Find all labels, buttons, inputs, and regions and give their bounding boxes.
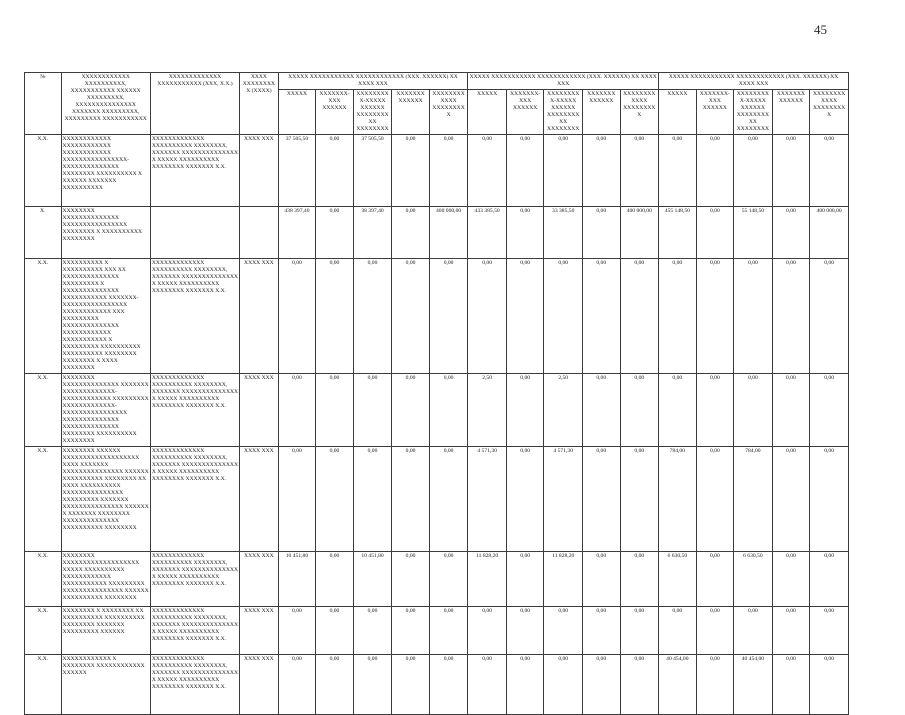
row-value-cell: 0,00 [353, 259, 392, 374]
row-value-cell: 433 385,50 [468, 207, 507, 259]
table-row [25, 655, 849, 715]
row-value-cell: 0,00 [620, 447, 659, 552]
row-value-cell: 2,50 [468, 374, 507, 447]
row-value-cell: 0,00 [772, 374, 810, 447]
row-value-cell: 0,00 [429, 259, 468, 374]
header-sub-total: XXXXX [278, 90, 316, 135]
header-sub-offbudget: XXXXXXXXXXXX XXXXXXXXX [620, 90, 659, 135]
row-value-cell: 0,00 [316, 607, 354, 655]
row-term [240, 207, 279, 259]
row-value-cell: 0,00 [544, 259, 583, 374]
row-value-cell: 0,00 [810, 447, 849, 552]
row-value-cell: 11 828,20 [544, 552, 583, 607]
table-header [25, 73, 849, 135]
row-value-cell: 0,00 [506, 655, 544, 715]
row-term: XXXX XXX [240, 607, 279, 655]
header-no: № [25, 73, 62, 135]
row-value-cell: 0,00 [392, 374, 430, 447]
row-value-cell: 0,00 [659, 374, 697, 447]
row-value-cell: 0,00 [544, 655, 583, 715]
row-value-cell: 40 454,00 [659, 655, 697, 715]
row-value-cell: 0,00 [429, 655, 468, 715]
row-value-cell: 0,00 [278, 374, 316, 447]
header-sub-federal: XXXXXXX-XXX XXXXXX [696, 90, 734, 135]
row-index: X.X. [25, 552, 62, 607]
header-sub-offbudget: XXXXXXXXXXXX XXXXXXXXX [429, 90, 468, 135]
row-value-cell: 0,00 [696, 135, 734, 207]
row-value-cell: 0,00 [316, 655, 354, 715]
table-row [25, 259, 849, 374]
row-value-cell: 0,00 [810, 259, 849, 374]
header-sub-federal: XXXXXXX-XXX XXXXXX [506, 90, 544, 135]
row-responsible: XXXXXXXXXXXXX XXXXXXXXXX XXXXXXXX, XXXXXXX XXXXXXXXXXXXXX X XXXXX XXXXXXXXXX XXXXXXXX XXXXXXX X.X. [150, 552, 239, 607]
row-value-cell: 0,00 [392, 607, 430, 655]
budget-table [24, 72, 849, 715]
row-index: X.X. [25, 259, 62, 374]
table-row [25, 447, 849, 552]
row-value-cell: 11 828,20 [468, 552, 507, 607]
header-sub-local: XXXXXXX XXXXXX [392, 90, 430, 135]
row-value-cell: 0,00 [468, 259, 507, 374]
row-value-cell: 0,00 [392, 207, 430, 259]
row-value-cell: 0,00 [620, 135, 659, 207]
row-value-cell: 0,00 [392, 259, 430, 374]
row-value-cell: 0,00 [810, 374, 849, 447]
row-value-cell: 784,00 [734, 447, 773, 552]
row-value-cell: 0,00 [620, 374, 659, 447]
row-value-cell: 0,00 [772, 207, 810, 259]
row-name: XXXXXXXX XXXXXXXXXXXXXXXXXXX XXXXX XXXXXXXXXX XXXXXXXXXXXX XXXXXXXXXXX XXXXXXXXX XXXXXXXXXXXXXXX XXXXXX XXXXXXXXXX XXXXXXXX [61, 552, 150, 607]
row-value-cell: 0,00 [810, 655, 849, 715]
row-term: XXXX XXX [240, 552, 279, 607]
table-row [25, 207, 849, 259]
row-value-cell: 0,00 [506, 552, 544, 607]
row-index: X.X. [25, 374, 62, 447]
row-value-cell: 4 571,30 [468, 447, 507, 552]
row-index: X.X. [25, 655, 62, 715]
header-2016: XXXXX XXXXXXXXXXX XXXXXXXXXXXX (XXX. XXXXXX) XX XXXX XXX [659, 73, 849, 90]
row-value-cell: 0,00 [772, 655, 810, 715]
row-value-cell: 0,00 [506, 447, 544, 552]
header-sub-local: XXXXXXX XXXXXX [582, 90, 620, 135]
row-value-cell: 10 451,80 [353, 552, 392, 607]
row-value-cell: 0,00 [506, 374, 544, 447]
row-value-cell: 0,00 [429, 607, 468, 655]
row-value-cell: 0,00 [392, 655, 430, 715]
row-value-cell: 0,00 [582, 447, 620, 552]
row-value-cell: 0,00 [353, 607, 392, 655]
row-value-cell: 0,00 [772, 552, 810, 607]
header-responsible: XXXXXXXXXXXXX XXXXXXXXXXX (XXX, X.X.) [150, 73, 239, 135]
row-responsible: XXXXXXXXXXXXX XXXXXXXXXX XXXXXXXX, XXXXXXX XXXXXXXXXXXXXX X XXXXX XXXXXXXXXX XXXXXXXX XXXXXXX X.X. [150, 607, 239, 655]
row-value-cell: 0,00 [316, 374, 354, 447]
row-value-cell: 400 000,00 [429, 207, 468, 259]
row-value-cell: 0,00 [620, 552, 659, 607]
row-value-cell: 0,00 [659, 607, 697, 655]
row-responsible: XXXXXXXXXXXXX XXXXXXXXXX XXXXXXXX, XXXXXXX XXXXXXXXXXXXXX X XXXXX XXXXXXXXXX XXXXXXXX XXXXXXX X.X. [150, 259, 239, 374]
header-sub-total: XXXXX [659, 90, 697, 135]
row-value-cell: 37 505,50 [353, 135, 392, 207]
row-value-cell: 0,00 [316, 259, 354, 374]
header-sub-republic: XXXXXXXXX-XXXXX XXXXXX XXXXXXXXXX XXXXXXXX [734, 90, 773, 135]
row-index: X. [25, 207, 62, 259]
row-value-cell: 0,00 [544, 135, 583, 207]
row-value-cell: 10 451,80 [278, 552, 316, 607]
row-value-cell: 0,00 [772, 447, 810, 552]
row-value-cell: 0,00 [544, 607, 583, 655]
row-value-cell: 0,00 [316, 135, 354, 207]
row-value-cell: 0,00 [734, 374, 773, 447]
header-term: XXXX XXXXXXXXX (XXXX) [240, 73, 279, 135]
table-row [25, 552, 849, 607]
row-name: XXXXXXXX XXXXXXXXXXXXXX XXXXXXXXXXXXXXXX XXXXXXXX X XXXXXXXXXX XXXXXXXX [61, 207, 150, 259]
header-sub-local: XXXXXXX XXXXXX [772, 90, 810, 135]
row-value-cell: 0,00 [353, 655, 392, 715]
row-value-cell: 2,50 [544, 374, 583, 447]
row-value-cell: 0,00 [353, 374, 392, 447]
row-value-cell: 0,00 [278, 447, 316, 552]
row-responsible [150, 207, 239, 259]
page-number: 45 [814, 22, 827, 37]
row-term: XXXX XXX [240, 135, 279, 207]
row-value-cell: 0,00 [734, 607, 773, 655]
row-value-cell: 400 000,00 [620, 207, 659, 259]
row-value-cell: 6 630,50 [734, 552, 773, 607]
row-value-cell: 0,00 [696, 607, 734, 655]
row-value-cell: 0,00 [696, 374, 734, 447]
row-value-cell: 0,00 [734, 259, 773, 374]
row-value-cell: 0,00 [696, 447, 734, 552]
row-value-cell: 0,00 [810, 607, 849, 655]
row-value-cell: 0,00 [353, 447, 392, 552]
row-value-cell: 0,00 [810, 135, 849, 207]
row-value-cell: 0,00 [772, 135, 810, 207]
row-value-cell: 37 505,50 [278, 135, 316, 207]
row-value-cell: 40 454,00 [734, 655, 773, 715]
row-value-cell: 38 397,40 [353, 207, 392, 259]
row-value-cell: 0,00 [772, 607, 810, 655]
row-value-cell: 0,00 [316, 447, 354, 552]
row-value-cell: 0,00 [696, 259, 734, 374]
row-value-cell: 0,00 [468, 655, 507, 715]
header-2014: XXXXX XXXXXXXXXXX XXXXXXXXXXXX (XXX. XXXXXX) XX XXXX XXX [278, 73, 468, 90]
row-value-cell: 0,00 [772, 259, 810, 374]
row-value-cell: 0,00 [429, 447, 468, 552]
row-value-cell: 0,00 [392, 552, 430, 607]
header-sub-republic: XXXXXXXXX-XXXXX XXXXXX XXXXXXXXXX XXXXXXXX [544, 90, 583, 135]
row-value-cell: 0,00 [468, 607, 507, 655]
budget-sheet [24, 72, 849, 715]
table-body [25, 135, 849, 715]
row-value-cell: 0,00 [278, 655, 316, 715]
header-sub-republic: XXXXXXXXX-XXXXX XXXXXX XXXXXXXXXX XXXXXXXX [353, 90, 392, 135]
header-sub-offbudget: XXXXXXXXXXXX XXXXXXXXX [810, 90, 849, 135]
row-name: XXXXXXXX XXXXXX XXXXXXXXXXXXXXXXXXX XXXX XXXXXXX XXXXXXXXXXXXXXX XXXXXX XXXXXXXXXX XXXXXXXX XX XXXX XXXXXXXXXX XXXXXXXXXXXXXXX XXXXXXXXX XXXXXXX XXXXXXXXXXXXXXX XXXXXX X XXXXXXX XXXXXXXX XXXXXXXXXXXXXX XXXXXXXXXX XXXXXXXX [61, 447, 150, 552]
row-value-cell: 0,00 [620, 259, 659, 374]
row-value-cell: 0,00 [696, 207, 734, 259]
row-value-cell: 400 000,00 [810, 207, 849, 259]
row-responsible: XXXXXXXXXXXXX XXXXXXXXXX XXXXXXXX, XXXXXXX XXXXXXXXXXXXXX X XXXXX XXXXXXXXXX XXXXXXXX XXXXXXX X.X. [150, 655, 239, 715]
row-term: XXXX XXX [240, 259, 279, 374]
row-value-cell: 0,00 [582, 259, 620, 374]
row-value-cell: 0,00 [506, 207, 544, 259]
row-name: XXXXXXXX XXXXXXXXXXXXXX XXXXXXX XXXXXXXXXXXXX-XXXXXXXXXXXX XXXXXXXXX XXXXXXXXXXXXX-XXXXXXXXXXXXXXXX XXXXXXXXXXXXXX XXXXXXXXXXXXXX XXXXXXXX XXXXXXXXXX XXXXXXXX [61, 374, 150, 447]
row-term: XXXX XXX [240, 374, 279, 447]
row-value-cell: 0,00 [734, 135, 773, 207]
table-row [25, 135, 849, 207]
table-row [25, 374, 849, 447]
row-value-cell: 0,00 [429, 374, 468, 447]
row-index: X.X. [25, 135, 62, 207]
row-value-cell: 0,00 [659, 135, 697, 207]
row-value-cell: 0,00 [278, 607, 316, 655]
header-sub-total: XXXXX [468, 90, 507, 135]
row-term: XXXX XXX [240, 655, 279, 715]
row-value-cell: 0,00 [468, 135, 507, 207]
row-value-cell: 0,00 [429, 135, 468, 207]
row-value-cell: 0,00 [392, 135, 430, 207]
row-value-cell: 0,00 [316, 207, 354, 259]
row-value-cell: 55 148,50 [734, 207, 773, 259]
row-value-cell: 0,00 [506, 607, 544, 655]
row-value-cell: 0,00 [659, 259, 697, 374]
row-responsible: XXXXXXXXXXXXX XXXXXXXXXX XXXXXXXX, XXXXXXX XXXXXXXXXXXXXX X XXXXX XXXXXXXXXX XXXXXXXX XXXXXXX X.X. [150, 447, 239, 552]
row-value-cell: 784,00 [659, 447, 697, 552]
row-value-cell: 0,00 [696, 552, 734, 607]
row-value-cell: 0,00 [696, 655, 734, 715]
row-name: XXXXXXXXXX X XXXXXXXXXX XXX XX XXXXXXXXXXXXXX XXXXXXXXX X XXXXXXXXXXXXXX XXXXXXXXXXX XXXXXXX-XXXXXXXXXXXXXXXX XXXXXXXXXXXX XXX XXXXXXXXX XXXXXXXXXXXXXX XXXXXXXXXXXX XXXXXXXXXXX X XXXXXXXXX XXXXXXXXXX XXXXXXXXXX XXXXXXXX XXXXXXXX X XXXX XXXXXXXX [61, 259, 150, 374]
header-name: XXXXXXXXXXXX XXXXXXXXXX, XXXXXXXXXXX XXXXXX XXXXXXXXX, XXXXXXXXXXXXXXX XXXXXXX XXXXXXXXX, XXXXXXXXX XXXXXXXXXXX [61, 73, 150, 135]
row-value-cell: 0,00 [582, 374, 620, 447]
header-sub-federal: XXXXXXX-XXX XXXXXX [316, 90, 354, 135]
row-value-cell: 0,00 [810, 552, 849, 607]
row-index: X.X. [25, 607, 62, 655]
row-value-cell: 0,00 [506, 259, 544, 374]
row-value-cell: 0,00 [582, 552, 620, 607]
row-value-cell: 0,00 [392, 447, 430, 552]
row-value-cell: 0,00 [582, 135, 620, 207]
row-value-cell: 33 385,50 [544, 207, 583, 259]
row-value-cell: 0,00 [429, 552, 468, 607]
row-value-cell: 0,00 [582, 207, 620, 259]
row-value-cell: 0,00 [278, 259, 316, 374]
row-value-cell: 0,00 [620, 607, 659, 655]
row-value-cell: 4 571,30 [544, 447, 583, 552]
row-value-cell: 0,00 [316, 552, 354, 607]
header-2015: XXXXX XXXXXXXXXXX XXXXXXXXXXXX (XXX. XXXXXX) XX XXXX XXX [468, 73, 659, 90]
row-responsible: XXXXXXXXXXXXX XXXXXXXXXX XXXXXXXX, XXXXXXX XXXXXXXXXXXXXX X XXXXX XXXXXXXXXX XXXXXXXX XXXXXXX X.X. [150, 374, 239, 447]
table-row [25, 607, 849, 655]
row-responsible: XXXXXXXXXXXXX XXXXXXXXXX XXXXXXXX, XXXXXXX XXXXXXXXXXXXXX X XXXXX XXXXXXXXXX XXXXXXXX XXXXXXX X.X. [150, 135, 239, 207]
row-name: XXXXXXXXXXXX X XXXXXXXX XXXXXXXXXXXX XXXXXX [61, 655, 150, 715]
row-value-cell: 6 630,50 [659, 552, 697, 607]
row-value-cell: 0,00 [582, 607, 620, 655]
row-value-cell: 0,00 [582, 655, 620, 715]
row-name: XXXXXXXXXXXX XXXXXXXXXXXX XXXXXXXXXXXX XXXXXXXXXXXXXXXX-XXXXXXXXXXXXXX XXXXXXXX XXXXXXXXXX X XXXXXX XXXXXXX XXXXXXXXXX [61, 135, 150, 207]
row-index: X.X. [25, 447, 62, 552]
row-term: XXXX XXX [240, 447, 279, 552]
row-value-cell: 438 397,40 [278, 207, 316, 259]
row-value-cell: 455 148,50 [659, 207, 697, 259]
row-name: XXXXXXXX X XXXXXXXX XX XXXXXXXXXX XXXXXXXXXX XXXXXXXX XXXXXXX XXXXXXXXX XXXXXX [61, 607, 150, 655]
row-value-cell: 0,00 [620, 655, 659, 715]
row-value-cell: 0,00 [506, 135, 544, 207]
